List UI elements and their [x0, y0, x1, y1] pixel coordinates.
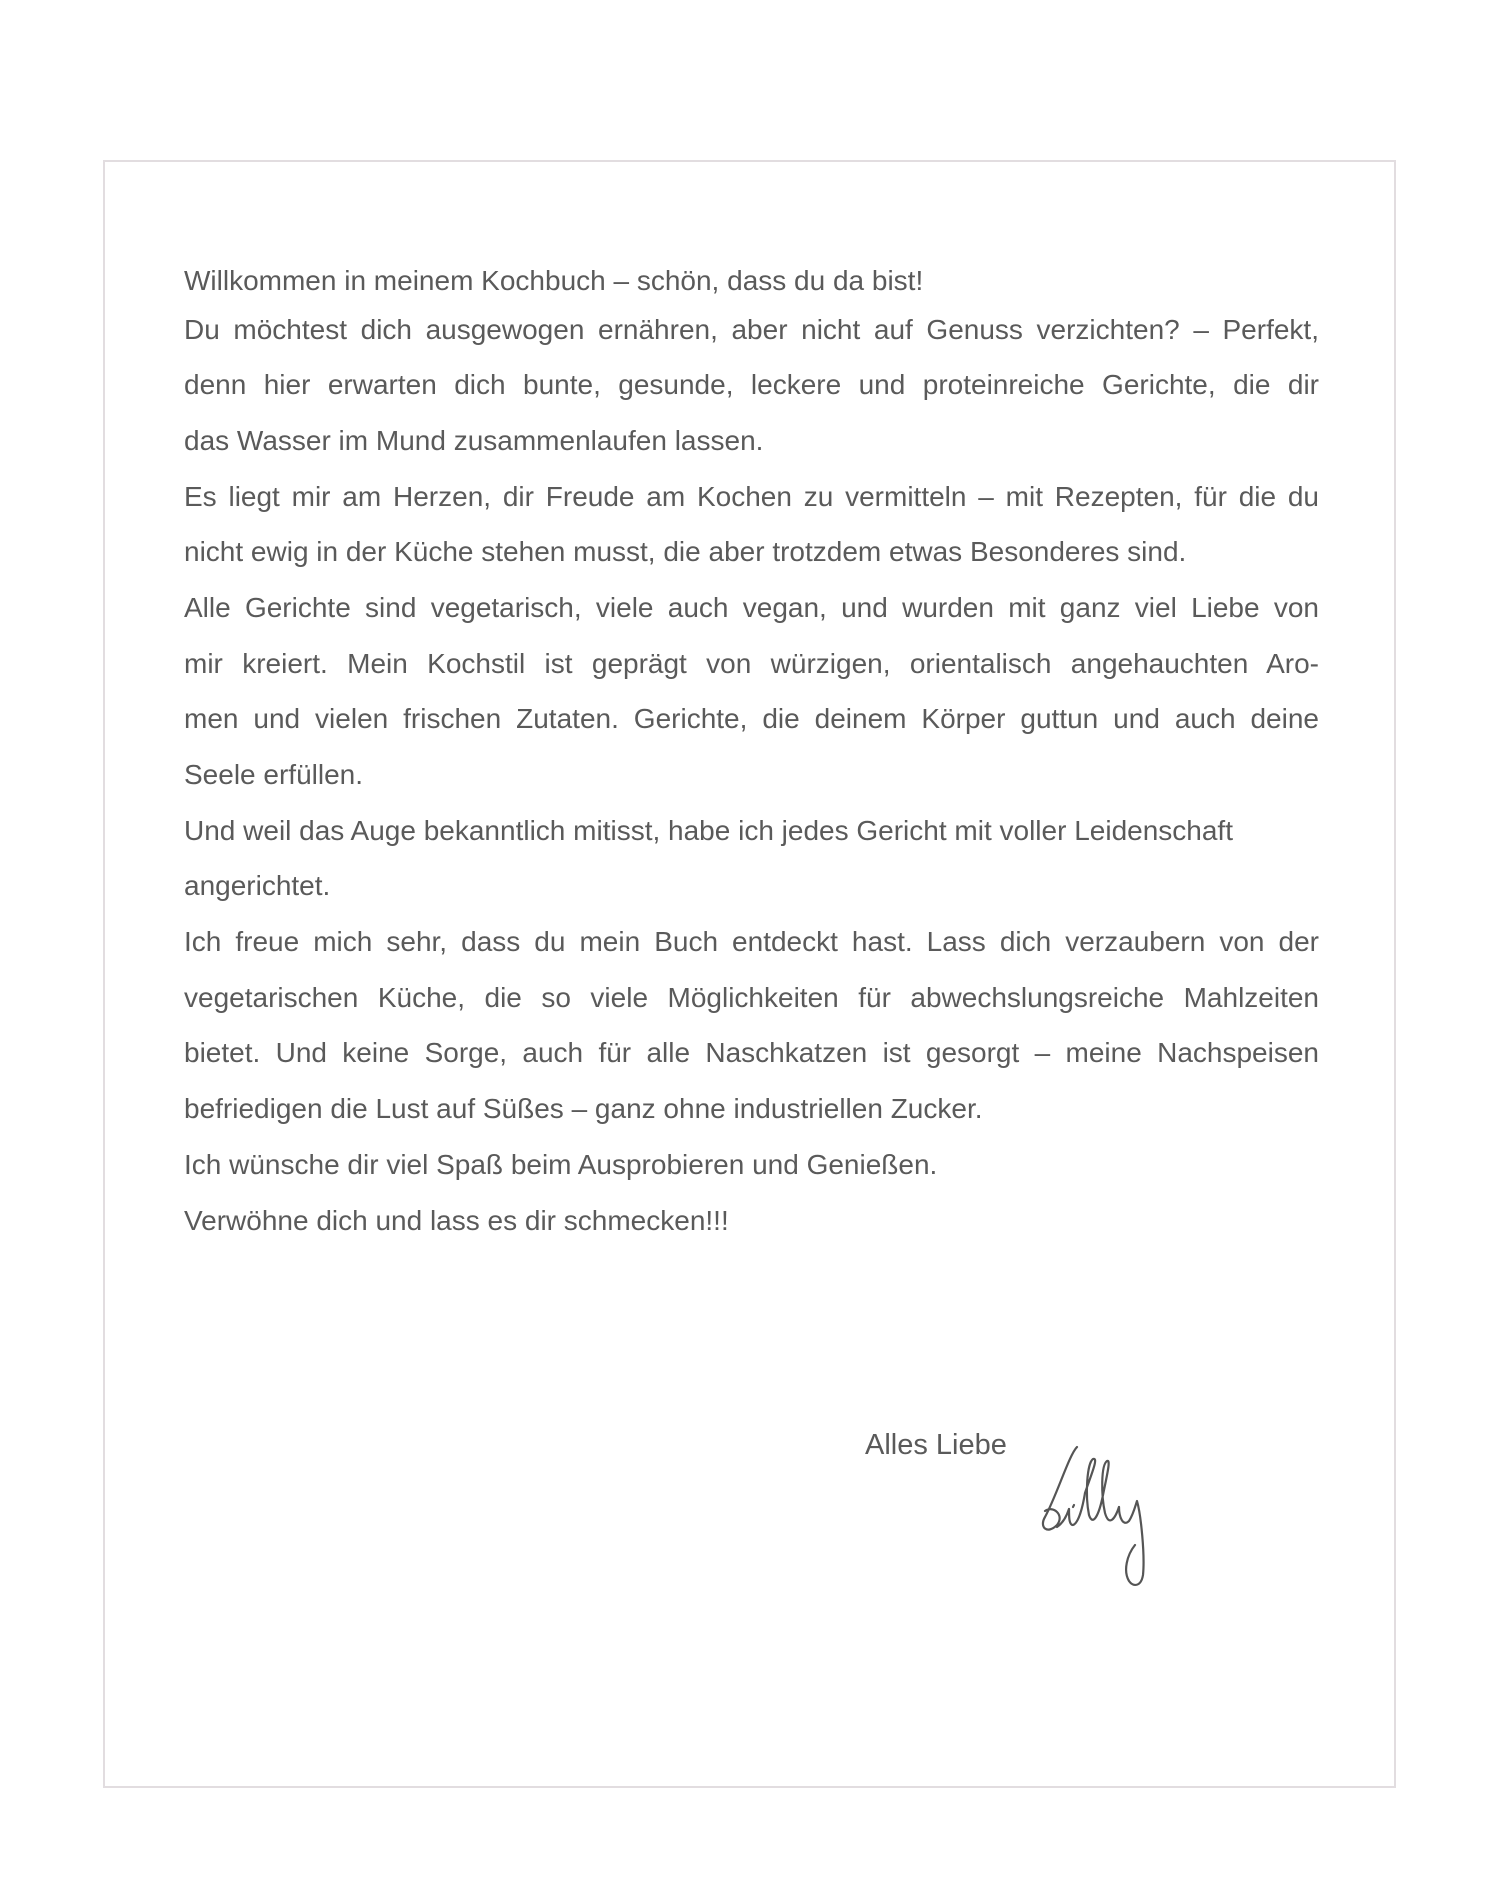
text-line: vegetarischen Küche, die so viele Möglichkeiten für abwechslungsreiche Mahlzeiten — [184, 982, 1319, 1013]
text-line: das Wasser im Mund zusammenlaufen lassen. — [184, 425, 764, 456]
text-line: angerichtet. — [184, 870, 331, 901]
text-line: Alle Gerichte sind vegetarisch, viele auch vegan, und wurden mit ganz viel Liebe von — [184, 592, 1319, 623]
page-frame — [103, 160, 1396, 1788]
signature-lilly — [1035, 1435, 1185, 1595]
text-line: men und vielen frischen Zutaten. Gerichte, die deinem Körper guttun und auch deine — [184, 703, 1319, 734]
text-line: Und weil das Auge bekanntlich mitisst, habe ich jedes Gericht mit voller Leidenschaft — [184, 815, 1233, 846]
greeting-line: Willkommen in meinem Kochbuch – schön, dass du da bist! — [184, 265, 924, 296]
text-line: Seele erfüllen. — [184, 759, 364, 790]
text-line: bietet. Und keine Sorge, auch für alle Naschkatzen ist gesorgt – meine Nachspeisen — [184, 1037, 1319, 1068]
text-line: Du möchtest dich ausgewogen ernähren, aber nicht auf Genuss verzichten? – Perfekt, — [184, 314, 1319, 345]
text-line: Ich freue mich sehr, dass du mein Buch entdeckt hast. Lass dich verzaubern von der — [184, 926, 1319, 957]
text-line: Ich wünsche dir viel Spaß beim Ausprobieren und Genießen. — [184, 1149, 938, 1180]
text-line: denn hier erwarten dich bunte, gesunde, leckere und proteinreiche Gerichte, die dir — [184, 369, 1319, 400]
text-line: mir kreiert. Mein Kochstil ist geprägt von würzigen, orientalisch angehauchten Aro- — [184, 648, 1319, 679]
text-line: Es liegt mir am Herzen, dir Freude am Kochen zu vermitteln – mit Rezepten, für die du — [184, 481, 1319, 512]
text-line: Verwöhne dich und lass es dir schmecken!!! — [184, 1205, 729, 1236]
text-line: befriedigen die Lust auf Süßes – ganz ohne industriellen Zucker. — [184, 1093, 983, 1124]
text-line: nicht ewig in der Küche stehen musst, die aber trotzdem etwas Besonderes sind. — [184, 536, 1187, 567]
closing-text: Alles Liebe — [865, 1429, 1007, 1461]
